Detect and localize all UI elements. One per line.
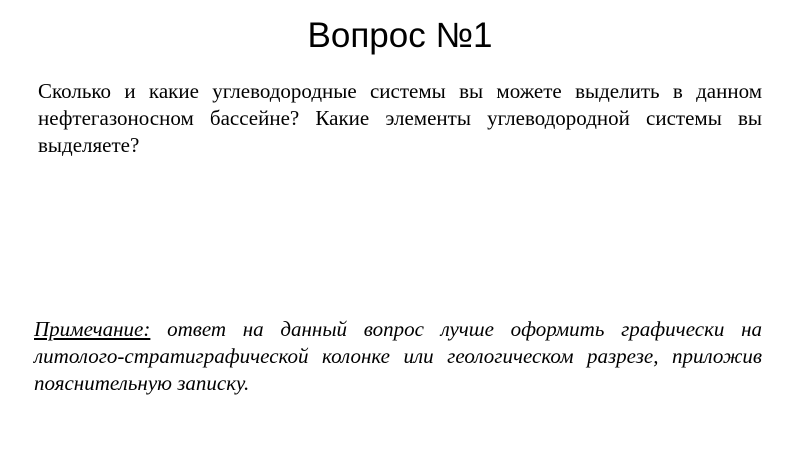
- note-text: ответ на данный вопрос лучше оформить графически на литолого-стратиграфической колонке или геологическом разрезе, приложив пояснительную записку.: [34, 317, 762, 395]
- note-label: Примечание:: [34, 317, 151, 341]
- note: [34, 316, 762, 397]
- slide-title: Вопрос №1: [307, 16, 493, 55]
- question-text: Сколько и какие углеводородные системы вы можете выделить в данном нефтегазоносном бассейне? Какие элементы углеводородной системы вы выделяете?: [38, 79, 762, 157]
